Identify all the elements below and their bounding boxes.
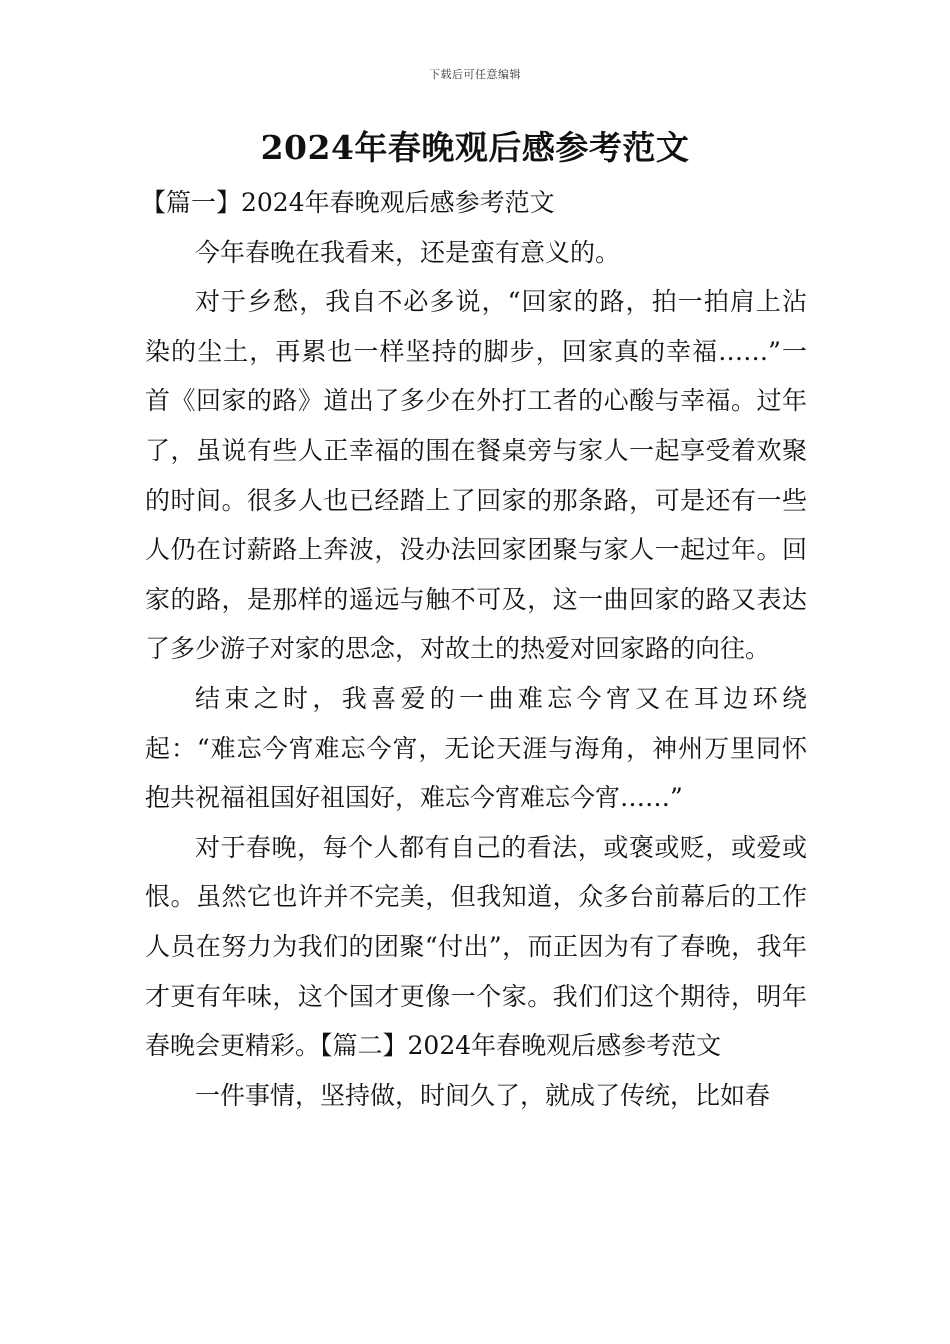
paragraph-4: 对于春晚，每个人都有自己的看法，或褒或贬，或爱或恨。虽然它也许并不完美，但我知道，众多台前幕后的工作人员在努力为我们的团聚“付出”，而正因为有了春晚，我年才更有年味，这个国才更像一个家。我们们这个期待，明年春晚会更精彩。【篇二】2024年春晚观后感参考范文 (145, 832, 807, 1061)
paragraph-1: 今年春晚在我看来，还是蛮有意义的。 (195, 237, 621, 267)
paragraph-3: 结束之时，我喜爱的一曲难忘今宵又在耳边环绕起：“难忘今宵难忘今宵，无论天涯与海角，神州万里同怀抱共祝福祖国好祖国好，难忘今宵难忘今宵……” (145, 683, 807, 813)
document-title: 2024年春晚观后感参考范文 (260, 128, 690, 167)
paragraph-2: 对于乡愁，我自不必多说，“回家的路，拍一拍肩上沾染的尘土，再累也一样坚持的脚步，回家真的幸福……”一首《回家的路》道出了多少在外打工者的心酸与幸福。过年了，虽说有些人正幸福的围在餐桌旁与家人一起享受着欢聚的时间。很多人也已经踏上了回家的那条路，可是还有一些人仍在讨薪路上奔波，没办法回家团聚与家人一起过年。回家的路，是那样的遥远与触不可及，这一曲回家的路又表达了多少游子对家的思念，对故土的热爱对回家路的向往。 (145, 287, 807, 664)
document-body (141, 178, 807, 1120)
section-one-heading: 【篇一】2024年春晚观后感参考范文 (141, 188, 555, 217)
header-note: 下载后可任意编辑 (429, 68, 521, 81)
paragraph-5: 一件事情，坚持做，时间久了，就成了传统，比如春 (195, 1080, 771, 1110)
